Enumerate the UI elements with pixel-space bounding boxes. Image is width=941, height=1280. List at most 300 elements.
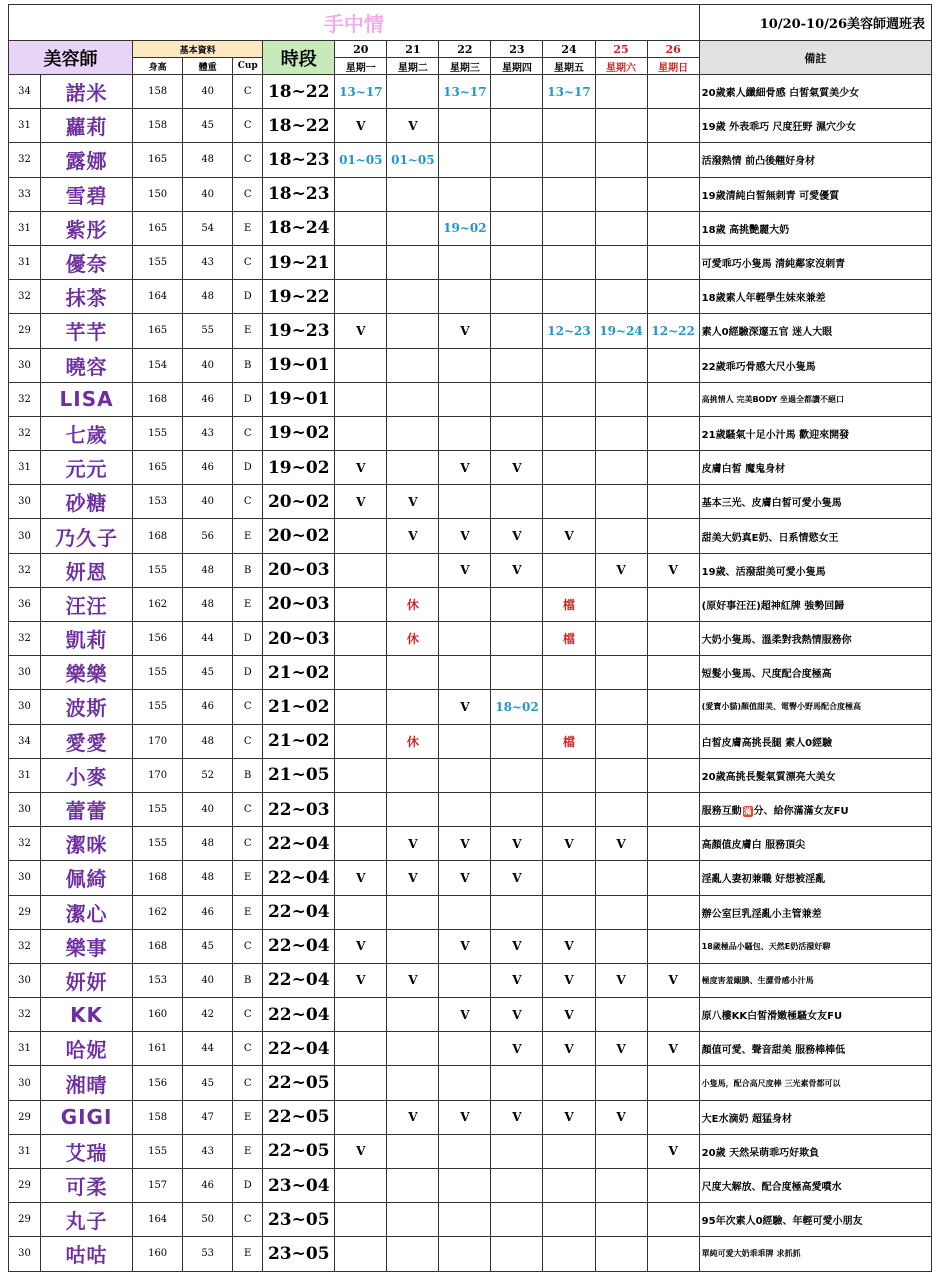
schedule-cell bbox=[595, 861, 647, 895]
time-slot-cell: 23~05 bbox=[263, 1203, 335, 1237]
remark-cell bbox=[699, 314, 931, 348]
time-slot-cell: 19~02 bbox=[263, 451, 335, 485]
remark-text: 大奶小隻馬、溫柔對我熱情服務你 bbox=[701, 635, 852, 647]
cup-cell: E bbox=[233, 1100, 263, 1134]
schedule-cell bbox=[439, 1169, 491, 1203]
schedule-cell bbox=[491, 587, 543, 621]
schedule-cell bbox=[595, 587, 647, 621]
remark-cell bbox=[699, 348, 931, 382]
schedule-cell: V bbox=[491, 929, 543, 963]
schedule-cell bbox=[647, 348, 699, 382]
schedule-cell: V bbox=[439, 690, 491, 724]
weight-cell: 46 bbox=[183, 1169, 233, 1203]
schedule-cell bbox=[647, 280, 699, 314]
weight-cell: 56 bbox=[183, 519, 233, 553]
table-row bbox=[9, 553, 932, 587]
schedule-cell bbox=[439, 177, 491, 211]
age-cell: 30 bbox=[9, 792, 41, 826]
schedule-cell bbox=[491, 143, 543, 177]
schedule-cell bbox=[439, 1032, 491, 1066]
age-cell: 29 bbox=[9, 314, 41, 348]
schedule-cell: V bbox=[491, 963, 543, 997]
header-period: 時段 bbox=[263, 41, 335, 75]
schedule-cell bbox=[595, 348, 647, 382]
remark-cell bbox=[699, 792, 931, 826]
schedule-cell bbox=[647, 792, 699, 826]
remark-text: 19歲 外表乖巧 尺度狂野 濕穴少女 bbox=[701, 122, 857, 134]
remark-text: 甜美大奶真E奶、日系情慾女王 bbox=[701, 532, 839, 544]
remark-cell bbox=[699, 382, 931, 416]
schedule-cell bbox=[543, 280, 595, 314]
schedule-cell bbox=[491, 792, 543, 826]
time-slot-cell: 20~02 bbox=[263, 519, 335, 553]
age-cell: 31 bbox=[9, 451, 41, 485]
table-row bbox=[9, 1169, 932, 1203]
schedule-cell: V bbox=[387, 827, 439, 861]
beautician-name: 凱莉 bbox=[41, 622, 133, 656]
remark-cell bbox=[699, 485, 931, 519]
schedule-cell bbox=[439, 1237, 491, 1271]
age-cell: 30 bbox=[9, 348, 41, 382]
schedule-cell bbox=[439, 1203, 491, 1237]
time-slot-cell: 22~04 bbox=[263, 827, 335, 861]
remark-text: 淫亂人妻初兼職 好想被淫亂 bbox=[701, 874, 826, 886]
schedule-cell bbox=[647, 75, 699, 109]
schedule-cell bbox=[439, 895, 491, 929]
cup-cell: C bbox=[233, 827, 263, 861]
beautician-name: 妍恩 bbox=[41, 553, 133, 587]
remark-cell bbox=[699, 587, 931, 621]
schedule-cell bbox=[543, 245, 595, 279]
schedule-cell bbox=[439, 724, 491, 758]
schedule-cell: V bbox=[439, 998, 491, 1032]
weight-cell: 45 bbox=[183, 1066, 233, 1100]
remark-text: 高顏值皮膚白 服務頂尖 bbox=[701, 840, 806, 852]
schedule-cell bbox=[491, 280, 543, 314]
cup-cell: C bbox=[233, 690, 263, 724]
height-cell: 155 bbox=[133, 827, 183, 861]
schedule-cell bbox=[647, 211, 699, 245]
schedule-cell bbox=[595, 724, 647, 758]
schedule-cell bbox=[543, 211, 595, 245]
remark-text: 服務互動 bbox=[701, 806, 742, 818]
cup-cell: E bbox=[233, 895, 263, 929]
weight-cell: 48 bbox=[183, 587, 233, 621]
beautician-name: 蘿莉 bbox=[41, 109, 133, 143]
weight-cell: 48 bbox=[183, 280, 233, 314]
schedule-cell: V bbox=[595, 1032, 647, 1066]
header-weekday: 星期三 bbox=[439, 58, 491, 75]
height-cell: 158 bbox=[133, 109, 183, 143]
schedule-cell: V bbox=[647, 1134, 699, 1168]
table-row bbox=[9, 724, 932, 758]
header-weekday: 星期五 bbox=[543, 58, 595, 75]
table-row bbox=[9, 75, 932, 109]
weight-cell: 48 bbox=[183, 553, 233, 587]
schedule-cell bbox=[647, 485, 699, 519]
cup-cell: E bbox=[233, 1237, 263, 1271]
schedule-cell: 13~17 bbox=[335, 75, 387, 109]
beautician-name: 潔咪 bbox=[41, 827, 133, 861]
header-weekday: 星期二 bbox=[387, 58, 439, 75]
schedule-cell bbox=[335, 1066, 387, 1100]
age-cell: 32 bbox=[9, 929, 41, 963]
table-row bbox=[9, 1134, 932, 1168]
schedule-cell bbox=[439, 792, 491, 826]
remark-cell bbox=[699, 451, 931, 485]
weight-cell: 54 bbox=[183, 211, 233, 245]
schedule-cell bbox=[387, 416, 439, 450]
time-slot-cell: 22~05 bbox=[263, 1066, 335, 1100]
schedule-cell bbox=[491, 1066, 543, 1100]
age-cell: 34 bbox=[9, 724, 41, 758]
schedule-cell bbox=[387, 553, 439, 587]
table-row bbox=[9, 792, 932, 826]
schedule-cell bbox=[543, 177, 595, 211]
schedule-cell bbox=[595, 485, 647, 519]
beautician-name: 妍妍 bbox=[41, 963, 133, 997]
cup-cell: D bbox=[233, 382, 263, 416]
schedule-cell bbox=[387, 656, 439, 690]
age-cell: 30 bbox=[9, 963, 41, 997]
cup-cell: C bbox=[233, 1066, 263, 1100]
schedule-cell bbox=[595, 758, 647, 792]
schedule-cell: V bbox=[387, 519, 439, 553]
remark-cell bbox=[699, 929, 931, 963]
time-slot-cell: 19~02 bbox=[263, 416, 335, 450]
height-cell: 162 bbox=[133, 895, 183, 929]
cup-cell: C bbox=[233, 245, 263, 279]
schedule-cell bbox=[491, 724, 543, 758]
schedule-cell bbox=[647, 724, 699, 758]
height-cell: 156 bbox=[133, 622, 183, 656]
schedule-cell bbox=[335, 724, 387, 758]
schedule-cell bbox=[387, 792, 439, 826]
schedule-cell bbox=[647, 1066, 699, 1100]
schedule-cell: V bbox=[491, 1032, 543, 1066]
age-cell: 32 bbox=[9, 143, 41, 177]
schedule-cell bbox=[647, 758, 699, 792]
height-cell: 160 bbox=[133, 998, 183, 1032]
schedule-cell: 18~02 bbox=[491, 690, 543, 724]
weight-cell: 53 bbox=[183, 1237, 233, 1271]
age-cell: 29 bbox=[9, 895, 41, 929]
schedule-cell bbox=[387, 690, 439, 724]
cup-cell: E bbox=[233, 861, 263, 895]
weight-cell: 48 bbox=[183, 724, 233, 758]
header-weekday: 星期日 bbox=[647, 58, 699, 75]
cup-cell: D bbox=[233, 622, 263, 656]
beautician-name: 樂事 bbox=[41, 929, 133, 963]
schedule-cell: V bbox=[335, 109, 387, 143]
header-beautician: 美容師 bbox=[9, 41, 133, 75]
schedule-cell: V bbox=[595, 963, 647, 997]
header-date: 23 bbox=[491, 41, 543, 58]
schedule-cell: V bbox=[647, 553, 699, 587]
remark-text: 19歲、活潑甜美可愛小隻馬 bbox=[701, 566, 826, 578]
cup-cell: C bbox=[233, 1032, 263, 1066]
height-cell: 155 bbox=[133, 553, 183, 587]
beautician-name: 咕咕 bbox=[41, 1237, 133, 1271]
schedule-cell bbox=[335, 1237, 387, 1271]
age-cell: 32 bbox=[9, 998, 41, 1032]
schedule-cell bbox=[543, 792, 595, 826]
remark-cell bbox=[699, 519, 931, 553]
schedule-cell bbox=[387, 280, 439, 314]
remark-text: 21歲騷氣十足小汁馬 歡迎來開發 bbox=[701, 429, 850, 441]
schedule-cell bbox=[595, 280, 647, 314]
time-slot-cell: 19~22 bbox=[263, 280, 335, 314]
cup-cell: C bbox=[233, 143, 263, 177]
schedule-cell bbox=[439, 656, 491, 690]
schedule-cell bbox=[647, 245, 699, 279]
schedule-cell bbox=[335, 895, 387, 929]
cup-cell: B bbox=[233, 553, 263, 587]
table-row bbox=[9, 758, 932, 792]
age-cell: 34 bbox=[9, 75, 41, 109]
remark-text: 高挑情人 完美BODY 坐過全都讚不絕口 bbox=[701, 394, 844, 404]
schedule-cell bbox=[335, 656, 387, 690]
schedule-cell bbox=[543, 1134, 595, 1168]
beautician-name: 紫彤 bbox=[41, 211, 133, 245]
schedule-cell: V bbox=[543, 1032, 595, 1066]
schedule-cell bbox=[491, 314, 543, 348]
header-weekday: 星期一 bbox=[335, 58, 387, 75]
age-cell: 30 bbox=[9, 656, 41, 690]
schedule-cell: V bbox=[387, 963, 439, 997]
schedule-cell bbox=[647, 895, 699, 929]
schedule-cell: V bbox=[387, 485, 439, 519]
schedule-cell bbox=[595, 211, 647, 245]
header-basic-info: 基本資料 bbox=[133, 41, 263, 58]
remark-cell bbox=[699, 656, 931, 690]
remark-text-tail: 分、給你滿滿女友FU bbox=[753, 806, 849, 818]
schedule-cell: 休 bbox=[387, 587, 439, 621]
schedule-cell bbox=[543, 553, 595, 587]
schedule-cell: V bbox=[439, 451, 491, 485]
schedule-cell bbox=[543, 109, 595, 143]
schedule-cell bbox=[595, 1237, 647, 1271]
remark-cell bbox=[699, 109, 931, 143]
schedule-cell bbox=[543, 143, 595, 177]
schedule-cell bbox=[387, 1169, 439, 1203]
schedule-cell: V bbox=[543, 998, 595, 1032]
remark-text: 活潑熱情 前凸後翹好身材 bbox=[701, 156, 816, 168]
header-remarks: 備註 bbox=[699, 41, 931, 75]
height-cell: 170 bbox=[133, 758, 183, 792]
schedule-cell bbox=[647, 1100, 699, 1134]
header-date: 25 bbox=[595, 41, 647, 58]
table-row bbox=[9, 1032, 932, 1066]
schedule-cell bbox=[595, 519, 647, 553]
header-date: 20 bbox=[335, 41, 387, 58]
height-cell: 160 bbox=[133, 1237, 183, 1271]
schedule-cell bbox=[543, 861, 595, 895]
age-cell: 31 bbox=[9, 211, 41, 245]
age-cell: 29 bbox=[9, 1203, 41, 1237]
remark-cell bbox=[699, 553, 931, 587]
time-slot-cell: 19~01 bbox=[263, 348, 335, 382]
schedule-cell: 休 bbox=[387, 724, 439, 758]
beautician-name: 佩綺 bbox=[41, 861, 133, 895]
time-slot-cell: 20~03 bbox=[263, 622, 335, 656]
height-cell: 168 bbox=[133, 519, 183, 553]
schedule-cell bbox=[491, 416, 543, 450]
age-cell: 32 bbox=[9, 382, 41, 416]
age-cell: 31 bbox=[9, 1032, 41, 1066]
schedule-cell bbox=[335, 998, 387, 1032]
schedule-table bbox=[8, 4, 932, 1272]
schedule-cell: V bbox=[387, 861, 439, 895]
schedule-cell bbox=[647, 827, 699, 861]
schedule-cell bbox=[543, 1203, 595, 1237]
schedule-cell bbox=[491, 109, 543, 143]
table-row bbox=[9, 1100, 932, 1134]
schedule-cell bbox=[439, 758, 491, 792]
weight-cell: 40 bbox=[183, 177, 233, 211]
weight-cell: 40 bbox=[183, 485, 233, 519]
schedule-cell bbox=[595, 177, 647, 211]
cup-cell: C bbox=[233, 75, 263, 109]
schedule-cell: V bbox=[439, 1100, 491, 1134]
remark-cell bbox=[699, 861, 931, 895]
height-cell: 155 bbox=[133, 1134, 183, 1168]
schedule-cell: V bbox=[335, 314, 387, 348]
schedule-cell: 12~22 bbox=[647, 314, 699, 348]
schedule-cell bbox=[387, 1237, 439, 1271]
schedule-cell bbox=[543, 895, 595, 929]
schedule-cell bbox=[595, 656, 647, 690]
schedule-cell bbox=[647, 690, 699, 724]
schedule-cell bbox=[335, 382, 387, 416]
weight-cell: 44 bbox=[183, 1032, 233, 1066]
schedule-cell: V bbox=[335, 929, 387, 963]
beautician-name: LISA bbox=[41, 382, 133, 416]
weight-cell: 40 bbox=[183, 792, 233, 826]
time-slot-cell: 19~23 bbox=[263, 314, 335, 348]
remark-text: 皮膚白皙 魔鬼身材 bbox=[701, 464, 786, 476]
remark-text: 可愛乖巧小隻馬 清純鄰家沒刺青 bbox=[701, 259, 846, 271]
table-row bbox=[9, 177, 932, 211]
schedule-cell: 12~23 bbox=[543, 314, 595, 348]
cup-cell: C bbox=[233, 998, 263, 1032]
cup-cell: B bbox=[233, 758, 263, 792]
schedule-cell bbox=[647, 929, 699, 963]
remark-cell bbox=[699, 1066, 931, 1100]
schedule-cell bbox=[335, 519, 387, 553]
schedule-cell bbox=[439, 587, 491, 621]
schedule-cell bbox=[387, 1203, 439, 1237]
schedule-cell: V bbox=[491, 827, 543, 861]
schedule-cell bbox=[335, 280, 387, 314]
week-range-title: 10/20-10/26美容師週班表 bbox=[699, 5, 931, 41]
beautician-name: GIGI bbox=[41, 1100, 133, 1134]
time-slot-cell: 19~21 bbox=[263, 245, 335, 279]
schedule-cell bbox=[491, 1237, 543, 1271]
table-row bbox=[9, 382, 932, 416]
schedule-cell bbox=[647, 382, 699, 416]
schedule-cell: V bbox=[439, 929, 491, 963]
age-cell: 30 bbox=[9, 690, 41, 724]
table-row bbox=[9, 827, 932, 861]
table-row bbox=[9, 109, 932, 143]
age-cell: 30 bbox=[9, 485, 41, 519]
time-slot-cell: 18~23 bbox=[263, 177, 335, 211]
beautician-name: 露娜 bbox=[41, 143, 133, 177]
schedule-cell bbox=[439, 416, 491, 450]
schedule-cell: 13~17 bbox=[543, 75, 595, 109]
schedule-cell: V bbox=[491, 451, 543, 485]
cup-cell: D bbox=[233, 280, 263, 314]
schedule-cell bbox=[439, 1066, 491, 1100]
schedule-cell bbox=[491, 211, 543, 245]
age-cell: 30 bbox=[9, 1237, 41, 1271]
height-cell: 168 bbox=[133, 382, 183, 416]
beautician-name: 七歲 bbox=[41, 416, 133, 450]
schedule-cell: 01~05 bbox=[387, 143, 439, 177]
schedule-cell bbox=[647, 416, 699, 450]
schedule-cell bbox=[335, 1169, 387, 1203]
schedule-cell bbox=[335, 792, 387, 826]
schedule-cell: 01~05 bbox=[335, 143, 387, 177]
remark-text: 單純可愛大奶乖乖牌 求抓抓 bbox=[701, 1249, 801, 1259]
time-slot-cell: 23~04 bbox=[263, 1169, 335, 1203]
cup-cell: E bbox=[233, 314, 263, 348]
remark-cell bbox=[699, 724, 931, 758]
schedule-cell bbox=[595, 245, 647, 279]
remark-text: 白皙皮膚高挑長腿 素人0經驗 bbox=[701, 737, 833, 749]
schedule-cell bbox=[387, 75, 439, 109]
cup-cell: E bbox=[233, 587, 263, 621]
cup-cell: E bbox=[233, 211, 263, 245]
schedule-cell bbox=[595, 622, 647, 656]
schedule-cell: V bbox=[595, 827, 647, 861]
schedule-cell bbox=[387, 1066, 439, 1100]
schedule-cell: V bbox=[387, 109, 439, 143]
schedule-cell bbox=[647, 1169, 699, 1203]
remark-cell bbox=[699, 211, 931, 245]
schedule-cell bbox=[595, 109, 647, 143]
weight-cell: 40 bbox=[183, 75, 233, 109]
schedule-cell bbox=[335, 416, 387, 450]
schedule-cell: 19~02 bbox=[439, 211, 491, 245]
schedule-cell bbox=[439, 348, 491, 382]
table-row bbox=[9, 451, 932, 485]
age-cell: 33 bbox=[9, 177, 41, 211]
schedule-cell bbox=[491, 245, 543, 279]
schedule-cell: V bbox=[543, 929, 595, 963]
remark-text: 大E水滴奶 超猛身材 bbox=[701, 1113, 792, 1125]
schedule-cell bbox=[387, 177, 439, 211]
height-cell: 165 bbox=[133, 211, 183, 245]
schedule-cell bbox=[335, 211, 387, 245]
time-slot-cell: 18~23 bbox=[263, 143, 335, 177]
schedule-cell bbox=[387, 1134, 439, 1168]
weight-cell: 48 bbox=[183, 827, 233, 861]
schedule-cell bbox=[439, 245, 491, 279]
beautician-name: 元元 bbox=[41, 451, 133, 485]
schedule-cell: V bbox=[491, 553, 543, 587]
time-slot-cell: 21~02 bbox=[263, 724, 335, 758]
remark-cell bbox=[699, 177, 931, 211]
schedule-cell bbox=[491, 656, 543, 690]
remark-cell bbox=[699, 827, 931, 861]
schedule-cell bbox=[439, 382, 491, 416]
cup-cell: B bbox=[233, 348, 263, 382]
weight-cell: 46 bbox=[183, 690, 233, 724]
schedule-cell bbox=[387, 211, 439, 245]
height-cell: 158 bbox=[133, 75, 183, 109]
